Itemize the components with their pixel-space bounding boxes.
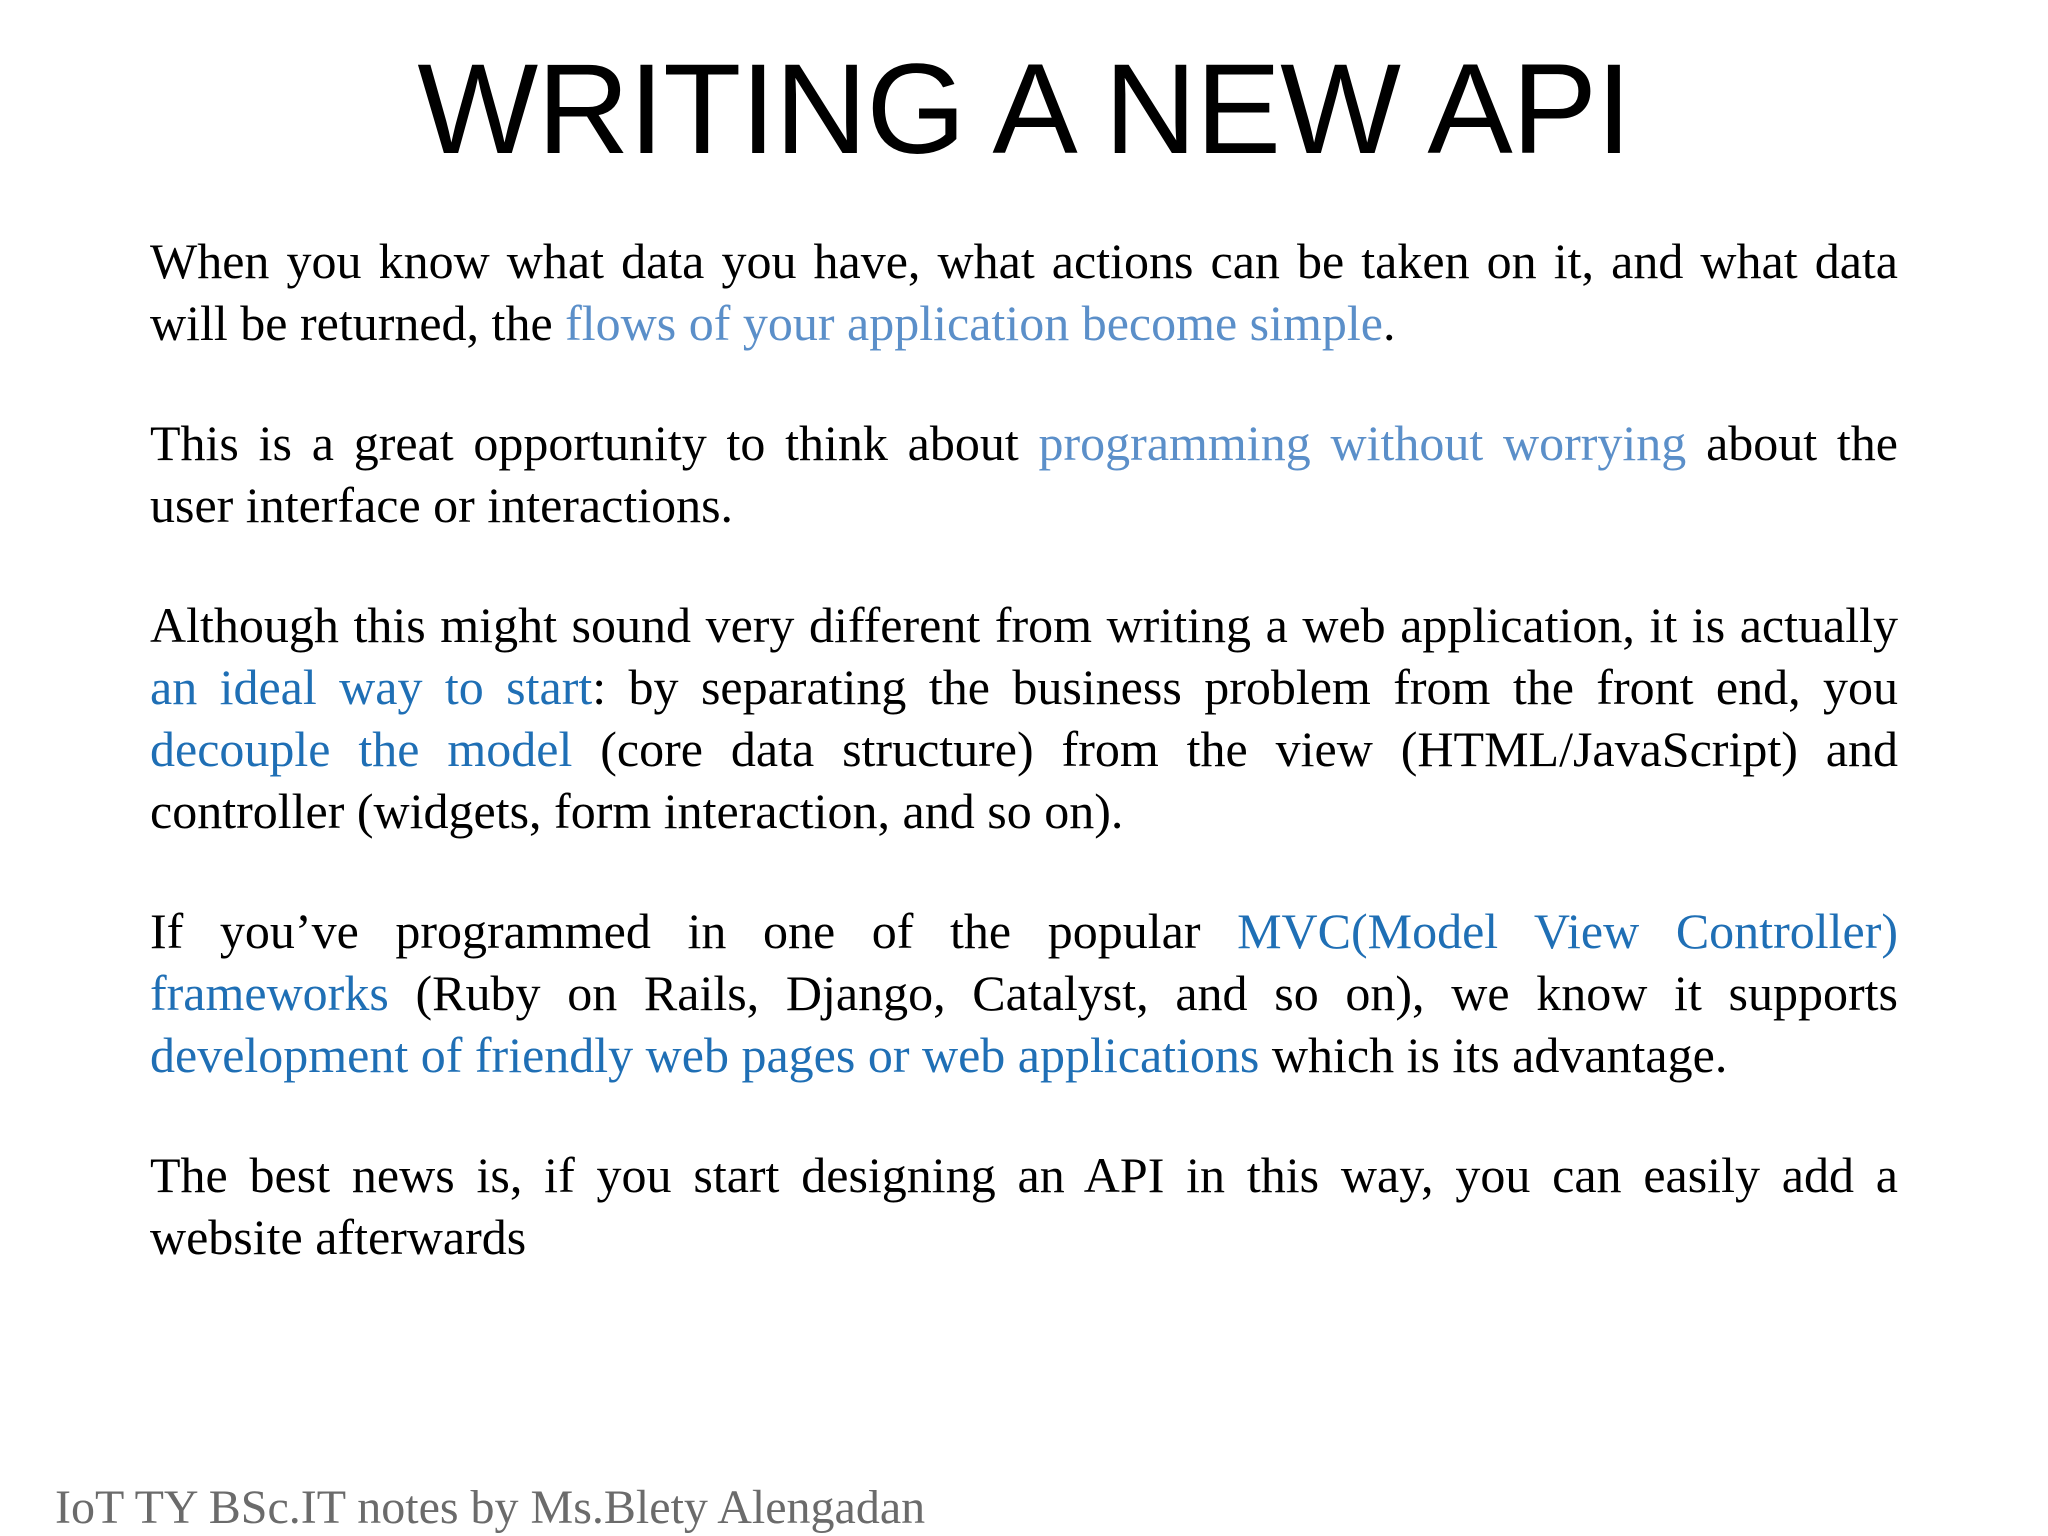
highlight-decouple-model: decouple the model bbox=[150, 721, 573, 777]
text-segment: This is a great opportunity to think about bbox=[150, 415, 1039, 471]
slide-footer: IoT TY BSc.IT notes by Ms.Blety Alengadan bbox=[55, 1481, 926, 1534]
highlight-flows-simple: flows of your application become simple bbox=[565, 295, 1383, 351]
text-segment: If you’ve programmed in one of the popular bbox=[150, 903, 1238, 959]
text-segment: When you know what data you have, what actions can be taken on it, and what data will be returned, the bbox=[150, 233, 1898, 351]
text-segment: (core data structure) from the view (HTML/JavaScript) and controller (widgets, form interaction, and so on). bbox=[150, 721, 1898, 839]
text-segment: : by separating the business problem from the front end, you bbox=[592, 659, 1898, 715]
paragraph-mvc bbox=[150, 900, 1898, 1086]
text-segment: which is its advantage. bbox=[1259, 1027, 1728, 1083]
slide-body bbox=[150, 230, 1898, 1326]
highlight-mvc-frameworks: MVC(Model View Controller) frameworks bbox=[150, 903, 1898, 1021]
paragraph-opportunity bbox=[150, 412, 1898, 536]
text-segment: Although this might sound very different from writing a web application, it is actually bbox=[150, 597, 1898, 653]
paragraph-best-news bbox=[150, 1144, 1898, 1268]
paragraph-flows bbox=[150, 230, 1898, 354]
text-segment: about the user interface or interactions. bbox=[150, 415, 1898, 533]
text-segment: (Ruby on Rails, Django, Catalyst, and so on), we know it supports bbox=[388, 965, 1898, 1021]
highlight-friendly-web-pages: development of friendly web pages or web applications bbox=[150, 1027, 1260, 1083]
slide-title: WRITING A NEW API bbox=[417, 38, 1631, 181]
text-segment: The best news is, if you start designing an API in this way, you can easily add a website afterwards bbox=[150, 1147, 1898, 1265]
text-segment: . bbox=[1383, 295, 1396, 351]
highlight-programming-without-worrying: programming without worrying bbox=[1038, 415, 1687, 471]
highlight-ideal-way: an ideal way to start bbox=[150, 659, 593, 715]
paragraph-ideal-way bbox=[150, 594, 1898, 842]
